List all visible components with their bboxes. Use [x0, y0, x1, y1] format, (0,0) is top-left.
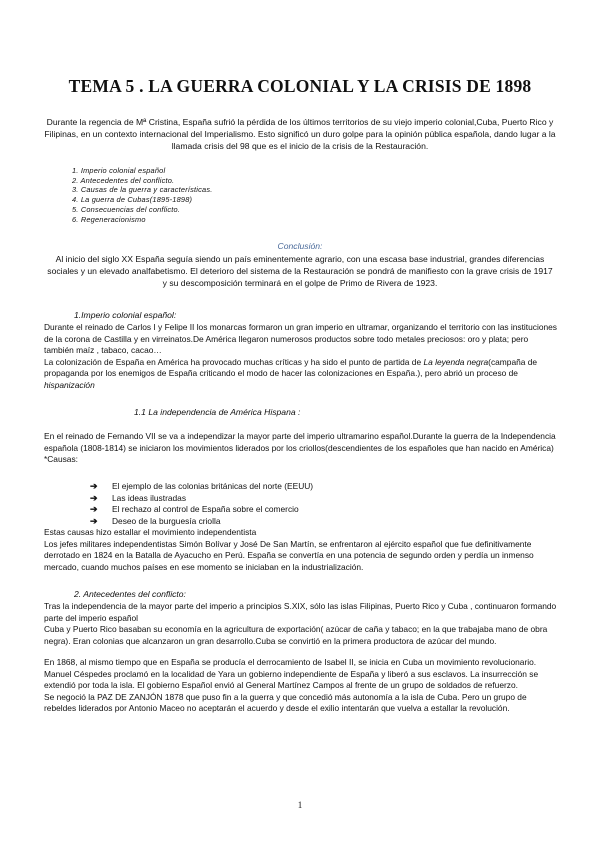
section-2-paragraph: Cuba y Puerto Rico basaban su economía en la agricultura de exportación( azúcar de caña y tabaco; en la que trabajaba mano de obra negra). Eran colonias que alcanzaron un gran desarrollo.Cuba se convirtió en la primera productora de azúcar del mundo. — [44, 624, 548, 646]
causes-label: *Causas: — [44, 454, 78, 464]
cause-text: Las ideas ilustradas — [112, 492, 187, 503]
list-item — [90, 504, 313, 516]
hispanizacion-term: hispanización — [44, 379, 95, 390]
page-title: TEMA 5 . LA GUERRA COLONIAL Y LA CRISIS DE 1898 — [68, 76, 532, 96]
conclusion-text: Al inicio del siglo XX España seguía siendo un país eminentemente agrario, con una escasa base industrial, grandes diferencias sociales y un elevado analfabetismo. El deterioro del sistema de la Restauración se pondrá de manifiesto con la grave crisis de 1917 y su descomposición terminará en el golpe de Primo de Rivera de 1923. — [47, 254, 553, 289]
causes-list — [90, 481, 313, 527]
section-1-1-paragraph: Estas causas hizo estallar el movimiento independentista — [44, 527, 257, 537]
toc-item: 5. Consecuencias del conflicto. — [72, 204, 181, 214]
leyenda-negra-term: La leyenda negra — [423, 356, 489, 367]
list-item — [90, 516, 313, 528]
toc-item: 3. Causas de la guerra y características. — [72, 185, 213, 195]
section-1-paragraph: Durante el reinado de Carlos I y Felipe II los monarcas formaron un gran imperio en ultramar, organizando el territorio con las instituciones de la corona de Castilla y en virreinatos.De América llegaron numerosos productos sobre todo metales preciosos: oro y plata; pero también maíz , tabaco, cacao… — [44, 322, 557, 355]
cause-text: El ejemplo de las colonias británicas del norte (EEUU) — [112, 481, 314, 491]
section-2-heading: 2. Antecedentes del conflicto: — [74, 589, 186, 599]
toc-item: 1. Imperio colonial español — [72, 166, 166, 175]
section-1-paragraph-2 — [44, 357, 558, 392]
section-1-1-paragraph: Los jefes militares independentistas Simón Bolívar y José De San Martín, se enfrentaron al ejército español que fue definitivamente derrotado en 1824 en la Batalla de Ayacucho en Perú. España se convertía en una potencia de segundo orden y perdía un inmenso mercado, cuando muchos países en ese momento se iniciaban en la industrialización. — [44, 538, 534, 572]
section-1-heading: 1.Imperio colonial español: — [74, 310, 177, 320]
section-2-paragraph: En 1868, al mismo tiempo que en España se producía el derrocamiento de Isabel II, se inicia en Cuba un movimiento revolucionario. Manuel Céspedes proclamó en la localidad de Yara un gobierno independiente de España y liberó a sus esclavos. La insurrección se extendió por toda la isla. El gobierno Español envió al General Martínez Campos al frente de un grupo de soldados de refuerzo. — [44, 657, 539, 690]
section-1-1-body — [44, 431, 558, 466]
table-of-contents — [72, 166, 212, 224]
cause-text: El rechazo al control de España sobre el comercio — [112, 504, 299, 514]
intro-paragraph: Durante la regencia de Mª Cristina, España sufrió la pérdida de los últimos territorios de su viejo imperio colonial,Cuba, Puerto Rico y Filipinas, en un contexto internacional del Imperialismo. Esto significó un duro golpe para la opinión pública española, dando lugar a la llamada crisis del 98 que es el inicio de la crisis de la Restauración. — [44, 117, 556, 152]
section-1-body — [44, 322, 558, 391]
cause-text: Deseo de la burguesía criolla — [112, 515, 221, 526]
arrow-bullet-icon: ➔ — [90, 481, 98, 491]
text-run: La colonización de España en América ha provocado muchas críticas y ha sido el punto de partida de — [44, 356, 424, 367]
toc-item: 4. La guerra de Cubas(1895-1898) — [72, 195, 193, 205]
section-1-1-paragraph: En el reinado de Fernando VII se va a independizar la mayor parte del imperio ultramarino español.Durante la guerra de la Independencia española (1808-1814) se iniciaron los movimientos liderados por los criollos(descendientes de los españoles que han nacido en América) — [44, 431, 556, 453]
arrow-bullet-icon: ➔ — [90, 515, 98, 526]
toc-item: 2. Antecedentes del conflicto. — [72, 175, 175, 185]
section-2-body — [44, 601, 558, 715]
arrow-bullet-icon: ➔ — [90, 492, 98, 503]
section-1-1-body-continued — [44, 527, 558, 573]
toc-item: 6. Regeneracionismo — [72, 214, 146, 224]
section-1-1-heading: 1.1 La independencia de América Hispana : — [134, 407, 301, 417]
list-item — [90, 493, 313, 505]
section-2-paragraph: Tras la independencia de la mayor parte del imperio a principios S.XIX, sólo las islas Filipinas, Puerto Rico y Cuba , continuaron formando parte del imperio español — [44, 601, 557, 623]
text-run: (campaña de propaganda por los enemigos de España criticando el modo de hacer las colonizaciones en España.), pero abrió un proceso de — [44, 356, 538, 378]
section-2-paragraph: Se negoció la PAZ DE ZANJÓN 1878 que puso fin a la guerra y que concedió más autonomía a la isla de Cuba. Pero un grupo de rebeldes liderados por Antonio Maceo no aceptarán el acuerdo y desde el exilio intentarán que vuelva a estallar la revolución. — [44, 691, 527, 713]
page-number: 1 — [297, 800, 303, 810]
conclusion-heading: Conclusión: — [277, 241, 323, 251]
list-item — [90, 481, 313, 493]
arrow-bullet-icon: ➔ — [90, 504, 98, 514]
